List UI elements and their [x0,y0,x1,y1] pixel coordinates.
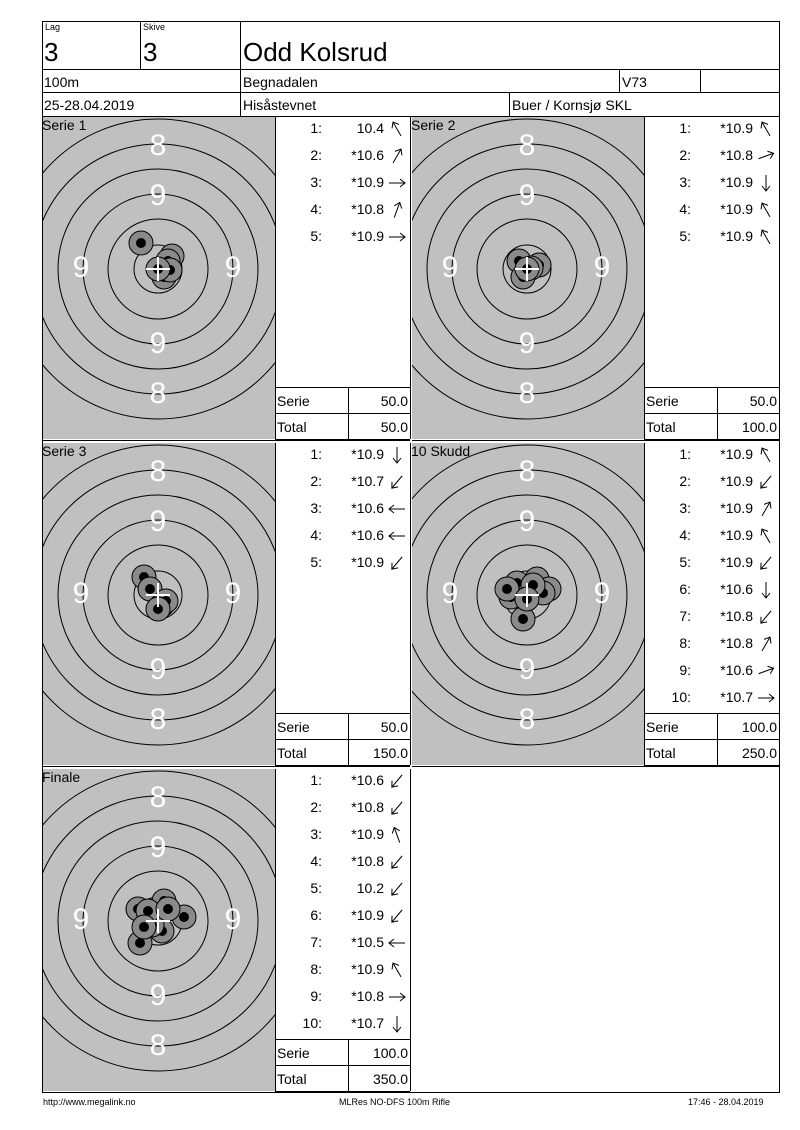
shot-number: 5: [310,554,322,570]
shot-hole-core [518,614,528,624]
shot-value: *10.6 [720,581,753,597]
direction-arrow-icon [755,201,777,219]
direction-arrow-icon [755,581,777,599]
total-value: 100.0 [741,419,777,435]
ring-number: 8 [149,781,167,814]
shot-row [645,120,779,140]
footer-program: MLRes NO-DFS 100m Rifle [339,1097,451,1107]
shot-number: 1: [310,120,322,136]
shot-row [276,120,410,140]
shot-number: 4: [679,201,691,217]
direction-arrow-icon [386,500,408,518]
shot-number: 3: [310,500,322,516]
shot-row [276,147,410,167]
direction-arrow-icon [755,500,777,518]
shot-value: *10.7 [351,473,384,489]
shot-number: 3: [679,500,691,516]
shot-value: *10.9 [720,201,753,217]
direction-arrow-icon [755,527,777,545]
shot-value: *10.9 [720,120,753,136]
section-title: Serie 3 [42,443,87,459]
direction-arrow-icon [755,635,777,653]
shot-value: *10.9 [351,907,384,923]
shot-row [276,554,410,574]
footer-url[interactable]: http://www.megalink.no [43,1097,136,1107]
shot-number: 2: [310,147,322,163]
direction-arrow-icon [755,662,777,680]
shot-row [276,934,410,954]
event-name: Hisåstevnet [243,97,317,113]
direction-arrow-icon [755,554,777,572]
ring-number: 9 [224,903,242,936]
direction-arrow-icon [386,527,408,545]
ring-number: 8 [518,455,536,488]
shot-row [645,174,779,194]
shot-value: 10.4 [356,120,384,136]
target-panel [43,769,275,1091]
shot-number: 9: [310,988,322,1004]
shot-hole-core [136,238,146,248]
shot-hole-core [139,922,149,932]
shot-value: *10.9 [351,554,384,570]
ring-number: 9 [149,179,167,212]
shot-row [645,147,779,167]
target-panel [412,443,644,765]
ring-number: 9 [149,327,167,360]
shot-number: 5: [679,228,691,244]
shot-value: *10.9 [351,446,384,462]
shot-row [645,554,779,574]
ring-number: 9 [72,577,90,610]
direction-arrow-icon [755,228,777,246]
shot-value: *10.8 [720,635,753,651]
target-face [412,443,644,765]
shot-row [276,1015,410,1035]
shot-value: *10.9 [720,500,753,516]
ring-number: 8 [149,377,167,410]
shot-value: *10.8 [720,608,753,624]
total-label: Total [277,419,307,435]
shot-number: 3: [310,174,322,190]
direction-arrow-icon [386,554,408,572]
ring-number: 8 [149,455,167,488]
shot-value: *10.6 [351,147,384,163]
target-panel [43,443,275,765]
shooter-name: Odd Kolsrud [243,37,388,67]
shot-hole-core [143,906,153,916]
ring-number: 9 [72,251,90,284]
serie-value: 50.0 [380,719,408,735]
ring-number: 9 [593,577,611,610]
shot-row [645,446,779,466]
target-panel [412,117,644,439]
shot-row [645,201,779,221]
shot-row [276,201,410,221]
ring-number: 9 [593,251,611,284]
shot-value: *10.5 [351,934,384,950]
shot-number: 1: [679,446,691,462]
shot-number: 2: [310,473,322,489]
direction-arrow-icon [755,120,777,138]
shot-number: 4: [310,853,322,869]
shot-row [645,689,779,709]
direction-arrow-icon [386,934,408,952]
serie-label: Serie [646,719,679,735]
shot-number: 1: [310,772,322,788]
shot-number: 1: [310,446,322,462]
shot-number: 8: [679,635,691,651]
shot-number: 10: [671,689,691,705]
total-value: 250.0 [741,745,777,761]
ring-number: 9 [518,327,536,360]
ring-number: 8 [518,703,536,736]
shot-row [276,799,410,819]
shot-list [645,446,779,708]
shot-row [645,608,779,628]
direction-arrow-icon [755,174,777,192]
shot-row [276,174,410,194]
total-label: Total [277,745,307,761]
shot-row [276,473,410,493]
shot-number: 1: [679,120,691,136]
direction-arrow-icon [386,853,408,871]
shot-row [276,228,410,248]
target-face [43,769,275,1091]
section-title: Finale [42,769,81,785]
ring-number: 9 [518,653,536,686]
serie-label: Serie [277,393,310,409]
direction-arrow-icon [755,608,777,626]
total-label: Total [646,745,676,761]
ring-number: 9 [518,179,536,212]
shot-value: *10.7 [720,689,753,705]
shot-row [276,527,410,547]
shot-number: 5: [310,228,322,244]
shot-list [276,446,410,708]
direction-arrow-icon [386,961,408,979]
serie-label: Serie [277,719,310,735]
direction-arrow-icon [386,174,408,192]
serie-value: 50.0 [749,393,777,409]
serie-value: 100.0 [372,1045,408,1061]
lag-label: Lag [45,22,61,32]
ring-number: 8 [518,377,536,410]
shot-row [276,853,410,873]
target-panel [43,117,275,439]
shot-value: *10.6 [351,527,384,543]
shot-value: *10.7 [351,1015,384,1031]
direction-arrow-icon [386,446,408,464]
shot-number: 4: [310,527,322,543]
shot-row [645,662,779,682]
direction-arrow-icon [386,907,408,925]
shot-number: 2: [679,147,691,163]
ring-number: 9 [441,251,459,284]
total-value: 350.0 [372,1071,408,1087]
shot-number: 2: [679,473,691,489]
lag-value: 3 [44,37,59,67]
shot-list [276,120,410,382]
shot-value: *10.9 [351,174,384,190]
shot-row [276,772,410,792]
shot-number: 7: [679,608,691,624]
shot-list [276,772,410,1034]
serie-label: Serie [277,1045,310,1061]
shot-number: 4: [679,527,691,543]
shot-row [276,907,410,927]
shot-value: *10.8 [720,147,753,163]
shot-value: *10.9 [720,554,753,570]
direction-arrow-icon [386,473,408,491]
shot-number: 4: [310,201,322,217]
shot-row [645,527,779,547]
ring-number: 8 [149,703,167,736]
direction-arrow-icon [386,826,408,844]
shot-value: *10.9 [720,527,753,543]
place: Begnadalen [243,74,318,90]
shot-row [276,446,410,466]
direction-arrow-icon [755,446,777,464]
section-title: Serie 2 [411,117,456,133]
ring-number: 9 [224,251,242,284]
shot-row [645,228,779,248]
shot-value: *10.8 [351,799,384,815]
ring-number: 9 [224,577,242,610]
shot-number: 2: [310,799,322,815]
shot-value: *10.9 [720,174,753,190]
total-label: Total [646,419,676,435]
distance: 100m [44,74,80,90]
direction-arrow-icon [386,147,408,165]
direction-arrow-icon [755,689,777,707]
serie-value: 100.0 [741,719,777,735]
shot-row [645,581,779,601]
section-title: Serie 1 [42,117,87,133]
direction-arrow-icon [386,228,408,246]
ring-number: 9 [149,505,167,538]
shot-value: *10.9 [351,826,384,842]
shot-hole-core [135,938,145,948]
serie-value: 50.0 [380,393,408,409]
shot-row [276,961,410,981]
direction-arrow-icon [386,880,408,898]
ring-number: 8 [518,129,536,162]
shot-value: *10.8 [351,201,384,217]
shot-row [645,473,779,493]
shooter-class: V73 [622,74,647,90]
shot-row [276,500,410,520]
ring-number: 9 [149,831,167,864]
total-value: 150.0 [372,745,408,761]
shot-number: 5: [310,880,322,896]
shot-row [645,500,779,520]
ring-number: 9 [149,653,167,686]
shot-value: *10.6 [720,662,753,678]
shot-hole-core [179,912,189,922]
shot-value: *10.6 [351,772,384,788]
shot-row [645,635,779,655]
shot-hole-core [502,584,512,594]
ring-number: 9 [149,979,167,1012]
serie-label: Serie [646,393,679,409]
direction-arrow-icon [386,1015,408,1033]
shot-value: *10.8 [351,988,384,1004]
skive-value: 3 [143,37,158,67]
shot-number: 3: [679,174,691,190]
shot-value: *10.9 [720,446,753,462]
direction-arrow-icon [386,120,408,138]
target-face [412,117,644,439]
shot-hole-core [145,584,155,594]
shot-hole-core [163,904,173,914]
shot-number: 7: [310,934,322,950]
shot-value: *10.8 [351,853,384,869]
total-value: 50.0 [380,419,408,435]
club: Buer / Kornsjø SKL [512,97,632,113]
date: 25-28.04.2019 [44,97,135,113]
shot-number: 6: [679,581,691,597]
shot-list [645,120,779,382]
section-title: 10 Skudd [411,443,471,459]
direction-arrow-icon [755,473,777,491]
ring-number: 9 [72,903,90,936]
footer-timestamp: 17:46 - 28.04.2019 [688,1097,764,1107]
shot-number: 8: [310,961,322,977]
shot-value: *10.9 [720,228,753,244]
ring-number: 9 [518,505,536,538]
direction-arrow-icon [386,201,408,219]
skive-label: Skive [143,22,166,32]
shot-row [276,880,410,900]
shot-number: 9: [679,662,691,678]
shot-number: 10: [302,1015,322,1031]
shot-row [276,826,410,846]
ring-number: 8 [149,129,167,162]
shot-value: *10.6 [351,500,384,516]
shot-value: *10.9 [351,961,384,977]
target-face [43,443,275,765]
shot-row [276,988,410,1008]
direction-arrow-icon [386,772,408,790]
ring-number: 9 [441,577,459,610]
shot-value: 10.2 [356,880,384,896]
shot-number: 5: [679,554,691,570]
total-label: Total [277,1071,307,1087]
shot-value: *10.9 [351,228,384,244]
ring-number: 8 [149,1029,167,1062]
direction-arrow-icon [386,799,408,817]
shot-number: 3: [310,826,322,842]
shot-value: *10.9 [720,473,753,489]
shot-number: 6: [310,907,322,923]
target-face [43,117,275,439]
direction-arrow-icon [386,988,408,1006]
direction-arrow-icon [755,147,777,165]
